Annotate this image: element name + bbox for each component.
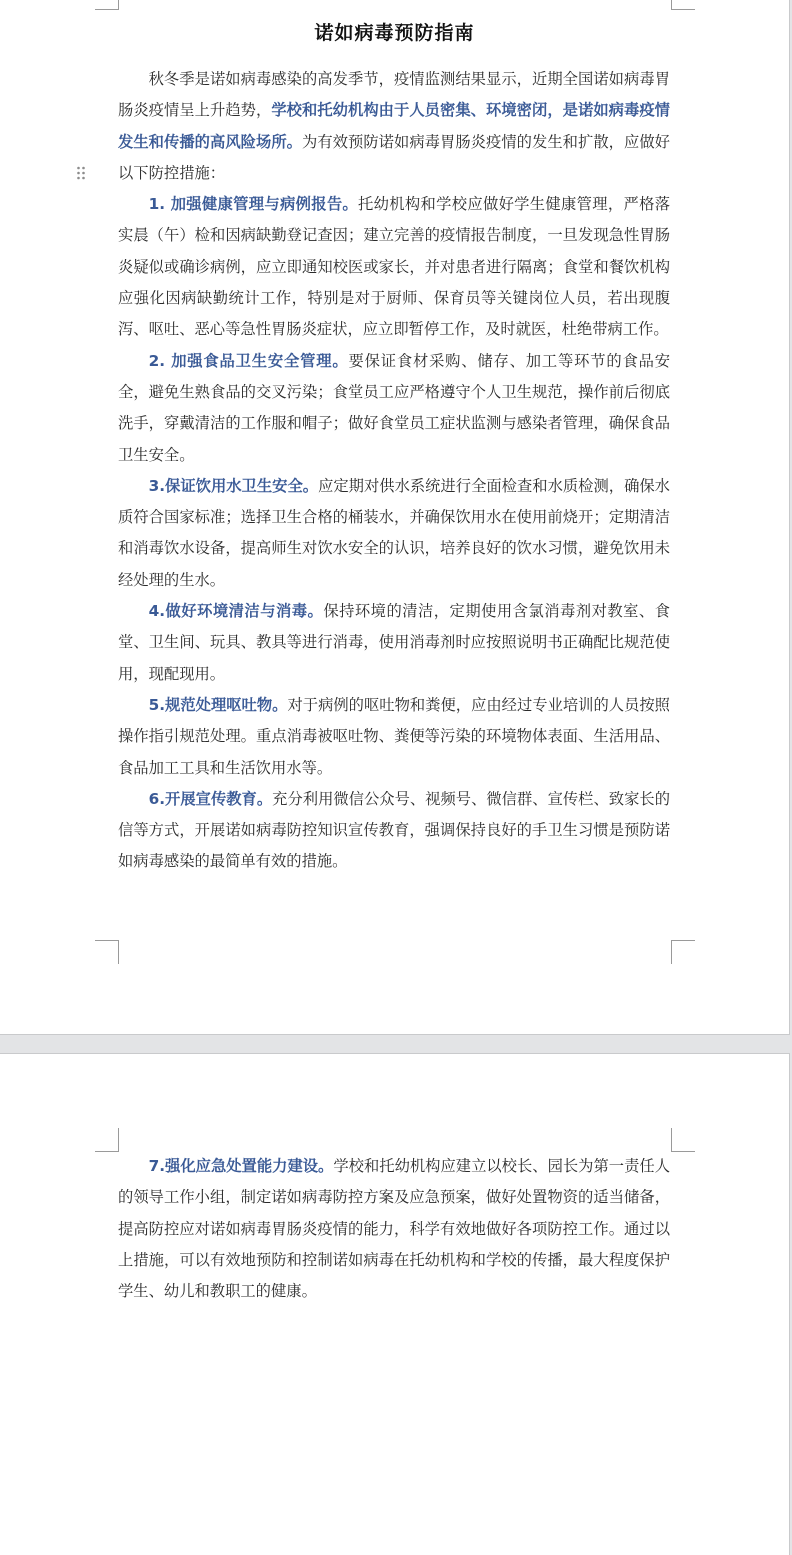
measure-text-4: 保持环境的清洁，定期使用含氯消毒剂对教室、食堂、卫生间、玩具、教具等进行消毒，使用消毒剂时应按照说明书正确配比规范使用，现配现用。	[118, 602, 670, 683]
document-body-continued[interactable]	[118, 1151, 670, 1307]
drag-handle-icon[interactable]	[76, 165, 86, 181]
measure-heading-2: 2. 加强食品卫生安全管理。	[148, 351, 349, 370]
measure-paragraph-6[interactable]	[118, 784, 670, 878]
measure-text-7: 学校和托幼机构应建立以校长、园长为第一责任人的领导工作小组，制定诺如病毒防控方案及应急预案，做好处置物资的适当储备，提高防控应对诺如病毒胃肠炎疫情的能力，科学有效地做好各项防控工作。通过以上措施，可以有效地预防和控制诺如病毒在托幼机构和学校的传播，最大程度保护学生、幼儿和教职工的健康。	[118, 1157, 670, 1301]
measure-paragraph-1[interactable]	[118, 189, 670, 345]
page-corner-top-left	[95, 0, 119, 10]
measure-text-1: 托幼机构和学校应做好学生健康管理，严格落实晨（午）检和因病缺勤登记查因；建立完善的疫情报告制度，一旦发现急性胃肠炎疑似或确诊病例，应立即通知校医或家长，并对患者进行隔离；食堂和餐饮机构应强化因病缺勤统计工作，特别是对于厨师、保育员等关键岗位人员，若出现腹泻、呕吐、恶心等急性胃肠炎症状，应立即暂停工作，及时就医，杜绝带病工作。	[118, 195, 670, 339]
measure-heading-1: 1. 加强健康管理与病例报告。	[148, 195, 359, 214]
page-corner-top-left	[95, 1128, 119, 1152]
measure-heading-4: 4.做好环境清洁与消毒。	[148, 602, 324, 621]
measure-heading-5: 5.规范处理呕吐物。	[148, 695, 288, 714]
measure-text-5: 对于病例的呕吐物和粪便，应由经过专业培训的人员按照操作指引规范处理。重点消毒被呕吐物、粪便等污染的环境物体表面、生活用品、食品加工工具和生活饮用水等。	[118, 695, 670, 777]
document-body[interactable]	[118, 64, 670, 878]
intro-highlight: 学校和托幼机构由于人员密集、环境密闭，是诺如病毒疫情发生和传播的高风险场所。	[118, 101, 670, 151]
document-title[interactable]: 诺如病毒预防指南	[314, 22, 475, 44]
document-page-2	[0, 1053, 790, 1555]
page-corner-bottom-right	[671, 940, 695, 964]
measure-paragraph-3[interactable]	[118, 471, 670, 596]
measure-heading-6: 6.开展宣传教育。	[148, 789, 273, 808]
measure-paragraph-2[interactable]	[118, 346, 670, 471]
intro-paragraph[interactable]	[118, 64, 670, 189]
measure-paragraph-4[interactable]	[118, 596, 670, 690]
measure-text-2: 要保证食材采购、储存、加工等环节的食品安全，避免生熟食品的交叉污染；食堂员工应严格遵守个人卫生规范，操作前后彻底洗手，穿戴清洁的工作服和帽子；做好食堂员工症状监测与感染者管理，确保食品卫生安全。	[118, 351, 670, 464]
intro-text-1: 秋冬季是诺如病毒感染的高发季节，疫情监测结果显示，近期全国诺如病毒胃肠炎疫情呈上升趋势，	[118, 70, 670, 120]
measure-paragraph-5[interactable]	[118, 690, 670, 784]
page-corner-top-right	[671, 1128, 695, 1152]
page-corner-top-right	[671, 0, 695, 10]
measure-text-3: 应定期对供水系统进行全面检查和水质检测，确保水质符合国家标准；选择卫生合格的桶装水，并确保饮用水在使用前烧开；定期清洁和消毒饮水设备，提高师生对饮水安全的认识，培养良好的饮水习惯，避免饮用未经处理的生水。	[118, 476, 670, 589]
measure-heading-3: 3.保证饮用水卫生安全。	[148, 476, 319, 495]
measure-paragraph-7[interactable]	[118, 1151, 670, 1307]
measure-heading-7: 7.强化应急处置能力建设。	[148, 1157, 334, 1175]
measure-text-6: 充分利用微信公众号、视频号、微信群、宣传栏、致家长的信等方式，开展诺如病毒防控知识宣传教育，强调保持良好的手卫生习惯是预防诺如病毒感染的最简单有效的措施。	[118, 789, 670, 871]
intro-text-2: 为有效预防诺如病毒胃肠炎疫情的发生和扩散，应做好以下防控措施：	[118, 132, 670, 182]
page-corner-bottom-left	[95, 940, 119, 964]
